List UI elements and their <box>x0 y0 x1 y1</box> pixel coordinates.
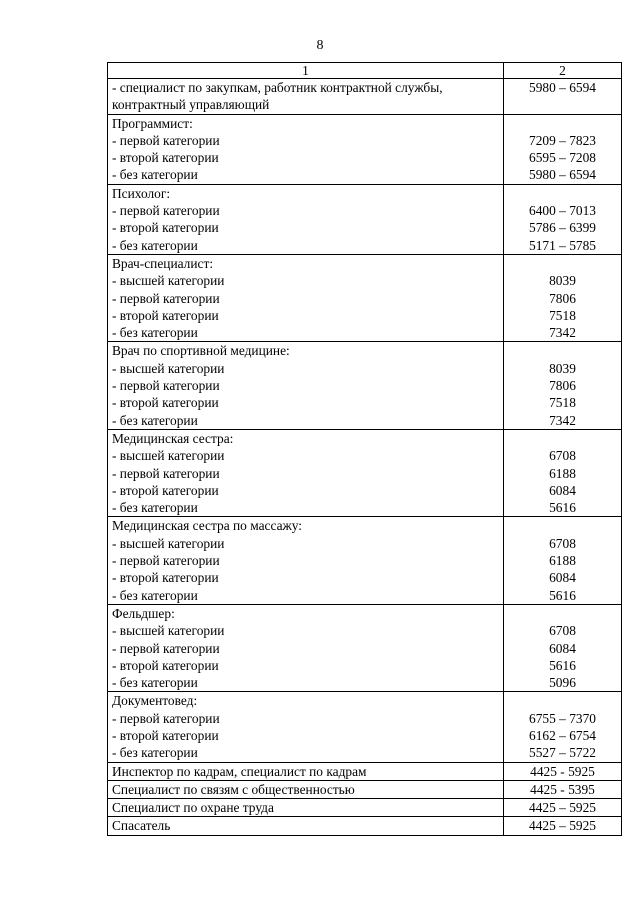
position-line: - без категории <box>112 587 198 603</box>
position-cell <box>108 79 504 115</box>
position-line: - второй категории <box>112 482 219 498</box>
salary-blank <box>508 115 617 132</box>
position-line: - без категории <box>112 745 198 761</box>
salary-cell <box>504 517 622 604</box>
table-row <box>108 79 622 115</box>
position-line: - первой категории <box>112 203 220 219</box>
position-title: Программист: <box>112 115 193 131</box>
position-title: Врач по спортивной медицине: <box>112 343 290 359</box>
salary-table <box>107 62 622 836</box>
position-title: - специалист по закупкам, работник контрактной службы, <box>112 80 443 95</box>
salary-table-body <box>108 63 622 836</box>
salary-blank <box>508 605 617 622</box>
salary-value: 5980 – 6594 <box>529 80 596 95</box>
salary-value: 7518 <box>549 307 576 323</box>
salary-value: 7518 <box>549 395 576 411</box>
salary-value: 6755 – 7370 <box>529 710 596 726</box>
salary-value: 5616 <box>549 657 576 673</box>
position-line: - высшей категории <box>112 623 225 639</box>
position-line: - первой категории <box>112 290 220 306</box>
position-cell <box>108 817 504 835</box>
position-title: Специалист по охране труда <box>112 800 274 816</box>
salary-value: 6595 – 7208 <box>529 150 596 166</box>
position-line: - без категории <box>112 325 198 341</box>
salary-value: 6708 <box>549 535 576 551</box>
salary-cell <box>504 762 622 780</box>
position-cell <box>108 254 504 341</box>
table-row <box>108 692 622 762</box>
position-line: - без категории <box>112 237 198 253</box>
table-row <box>108 184 622 254</box>
position-line: - первой категории <box>112 640 220 656</box>
position-cell <box>108 604 504 691</box>
salary-cell <box>504 429 622 516</box>
position-line: - первой категории <box>112 465 220 481</box>
position-line: - высшей категории <box>112 360 225 376</box>
salary-value: 8039 <box>549 273 576 289</box>
position-line: - второй категории <box>112 307 219 323</box>
salary-value: 5980 – 6594 <box>529 167 596 183</box>
column-header-2: 2 <box>504 63 622 79</box>
position-title: Специалист по связям с общественностью <box>112 781 355 797</box>
salary-value: 6708 <box>549 448 576 464</box>
page-number: 8 <box>316 38 324 53</box>
salary-value: 7209 – 7823 <box>529 132 596 148</box>
position-line: - первой категории <box>112 378 220 394</box>
position-cell <box>108 762 504 780</box>
position-line: - без категории <box>112 675 198 691</box>
salary-cell <box>504 692 622 762</box>
position-title: Врач-специалист: <box>112 255 214 271</box>
position-line: - высшей категории <box>112 273 225 289</box>
position-title: Документовед: <box>112 693 198 709</box>
salary-value: 5786 – 6399 <box>529 220 596 236</box>
position-title: Медицинская сестра по массажу: <box>112 518 303 534</box>
salary-value: 5096 <box>549 675 576 691</box>
salary-blank <box>508 342 617 359</box>
salary-cell <box>504 79 622 115</box>
salary-cell <box>504 780 622 798</box>
salary-value: 6084 <box>549 570 576 586</box>
position-line: - второй категории <box>112 150 219 166</box>
position-line: - без категории <box>112 500 198 516</box>
column-header-1: 1 <box>108 63 504 79</box>
salary-value: 4425 - 5395 <box>530 781 595 797</box>
position-line: - второй категории <box>112 657 219 673</box>
position-line: - второй категории <box>112 220 219 236</box>
salary-value: 7806 <box>549 378 576 394</box>
position-title: Медицинская сестра: <box>112 430 234 446</box>
position-line: - первой категории <box>112 553 220 569</box>
position-cell <box>108 799 504 817</box>
salary-value: 7342 <box>549 325 576 341</box>
salary-blank <box>508 430 617 447</box>
table-header-row <box>108 63 622 79</box>
salary-value: 6084 <box>549 482 576 498</box>
salary-cell <box>504 604 622 691</box>
position-cell <box>108 692 504 762</box>
salary-value: 6084 <box>549 640 576 656</box>
salary-cell <box>504 114 622 184</box>
salary-cell <box>504 184 622 254</box>
salary-value: 6400 – 7013 <box>529 203 596 219</box>
position-line: - без категории <box>112 167 198 183</box>
position-line: - второй категории <box>112 727 219 743</box>
salary-value: 7806 <box>549 290 576 306</box>
position-cell <box>108 184 504 254</box>
position-line: - высшей категории <box>112 535 225 551</box>
table-row <box>108 780 622 798</box>
salary-value: 6188 <box>549 465 576 481</box>
position-cell <box>108 517 504 604</box>
position-line: - высшей категории <box>112 448 225 464</box>
salary-value: 4425 – 5925 <box>529 800 596 816</box>
position-title: Спасатель <box>112 818 171 834</box>
salary-blank <box>508 692 617 709</box>
table-row <box>108 817 622 835</box>
salary-value: 5171 – 5785 <box>529 237 596 253</box>
position-cell <box>108 114 504 184</box>
position-cell <box>108 429 504 516</box>
position-line: - второй категории <box>112 395 219 411</box>
table-row <box>108 799 622 817</box>
table-row <box>108 429 622 516</box>
salary-value: 5616 <box>549 587 576 603</box>
table-row <box>108 517 622 604</box>
salary-value: 5527 – 5722 <box>529 745 596 761</box>
salary-blank <box>508 255 617 272</box>
salary-blank <box>508 185 617 202</box>
salary-blank <box>508 517 617 534</box>
salary-value: 6708 <box>549 623 576 639</box>
position-cell <box>108 342 504 429</box>
position-line: - без категории <box>112 412 198 428</box>
salary-value: 5616 <box>549 500 576 516</box>
position-title: Психолог: <box>112 185 171 201</box>
salary-value: 4425 - 5925 <box>530 763 595 779</box>
salary-cell <box>504 817 622 835</box>
salary-value: 6188 <box>549 553 576 569</box>
salary-cell <box>504 254 622 341</box>
table-row <box>108 254 622 341</box>
position-line: контрактный управляющий <box>112 97 270 113</box>
position-line: - второй категории <box>112 570 219 586</box>
table-row <box>108 114 622 184</box>
table-row <box>108 604 622 691</box>
position-line: - первой категории <box>112 132 220 148</box>
position-title: Инспектор по кадрам, специалист по кадрам <box>112 763 367 779</box>
position-title: Фельдшер: <box>112 605 175 621</box>
salary-cell <box>504 799 622 817</box>
salary-value: 7342 <box>549 412 576 428</box>
table-row <box>108 762 622 780</box>
salary-cell <box>504 342 622 429</box>
salary-value: 8039 <box>549 360 576 376</box>
salary-value: 4425 – 5925 <box>529 818 596 834</box>
position-cell <box>108 780 504 798</box>
salary-value: 6162 – 6754 <box>529 727 596 743</box>
table-row <box>108 342 622 429</box>
position-line: - первой категории <box>112 710 220 726</box>
